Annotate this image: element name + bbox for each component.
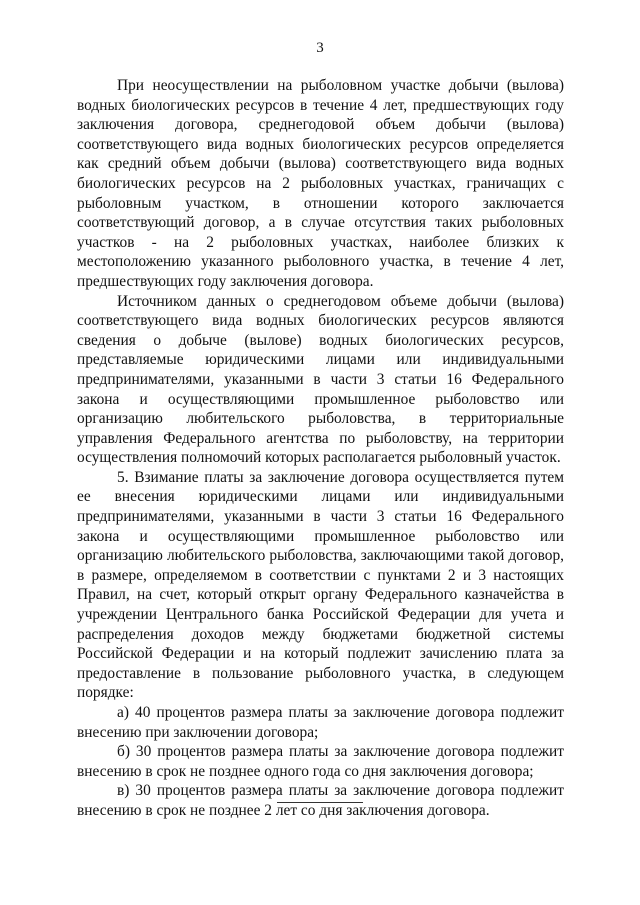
paragraph-no-catch-rule: При неосуществлении на рыболовном участке добычи (вылова) водных биологических ресурсов в течение 4 лет, предшествующих году заключения договора, среднегодовой объем добычи (вылова) соответствующего вида водных биологических ресурсов определяется как средний объем добычи (вылова) соответствующего вида водных биологических ресурсов на 2 рыболовных участках, граничащих с рыболовным участком, в отношении которого заключается соответствующий договор, а в случае отсутствия таких рыболовных участков - на 2 рыболовных участках, наиболее близких к местоположению указанного рыболовного участка, в течение 4 лет, предшествующих году заключения договора. [77,77,564,290]
paragraph-subitem-a: а) 40 процентов размера платы за заключение договора подлежит внесению при заключении договора; [77,704,564,741]
document-body [77,76,564,821]
paragraph-item-5-payment: 5. Взимание платы за заключение договора осуществляется путем ее внесения юридическими лицами или индивидуальными предпринимателями, указанными в части 3 статьи 16 Федерального закона и осуществляющими промышленное рыболовство или организацию любительского рыболовства, заключающими такой договор, в размере, определяемом в соответствии с пунктами 2 и 3 настоящих Правил, на счет, который открыт органу Федерального казначейства в учреждении Центрального банка Российской Федерации для учета и распределения доходов между бюджетами бюджетной системы Российской Федерации и на который подлежит зачислению плата за предоставление в пользование рыболовного участка, в следующем порядке: [77,468,564,702]
paragraph-subitem-b: б) 30 процентов размера платы за заключение договора подлежит внесению в срок не позднее одного года со дня заключения договора; [77,743,564,780]
page-number: 3 [316,40,324,56]
end-separator-line [277,802,363,803]
paragraph-subitem-v: в) 30 процентов размера платы за заключение договора подлежит внесению в срок не позднее 2 лет со дня заключения договора. [77,782,564,819]
paragraph-data-source: Источником данных о среднегодовом объеме добычи (вылова) соответствующего вида водных биологических ресурсов являются сведения о добыче (вылове) водных биологических ресурсов, представляемые юридическими лицами или индивидуальными предпринимателями, указанными в части 3 статьи 16 Федерального закона и осуществляющими промышленное рыболовство или организацию любительского рыболовства, в территориальные управления Федерального агентства по рыболовству, на территории осуществления полномочий которых располагается рыболовный участок. [77,292,564,467]
